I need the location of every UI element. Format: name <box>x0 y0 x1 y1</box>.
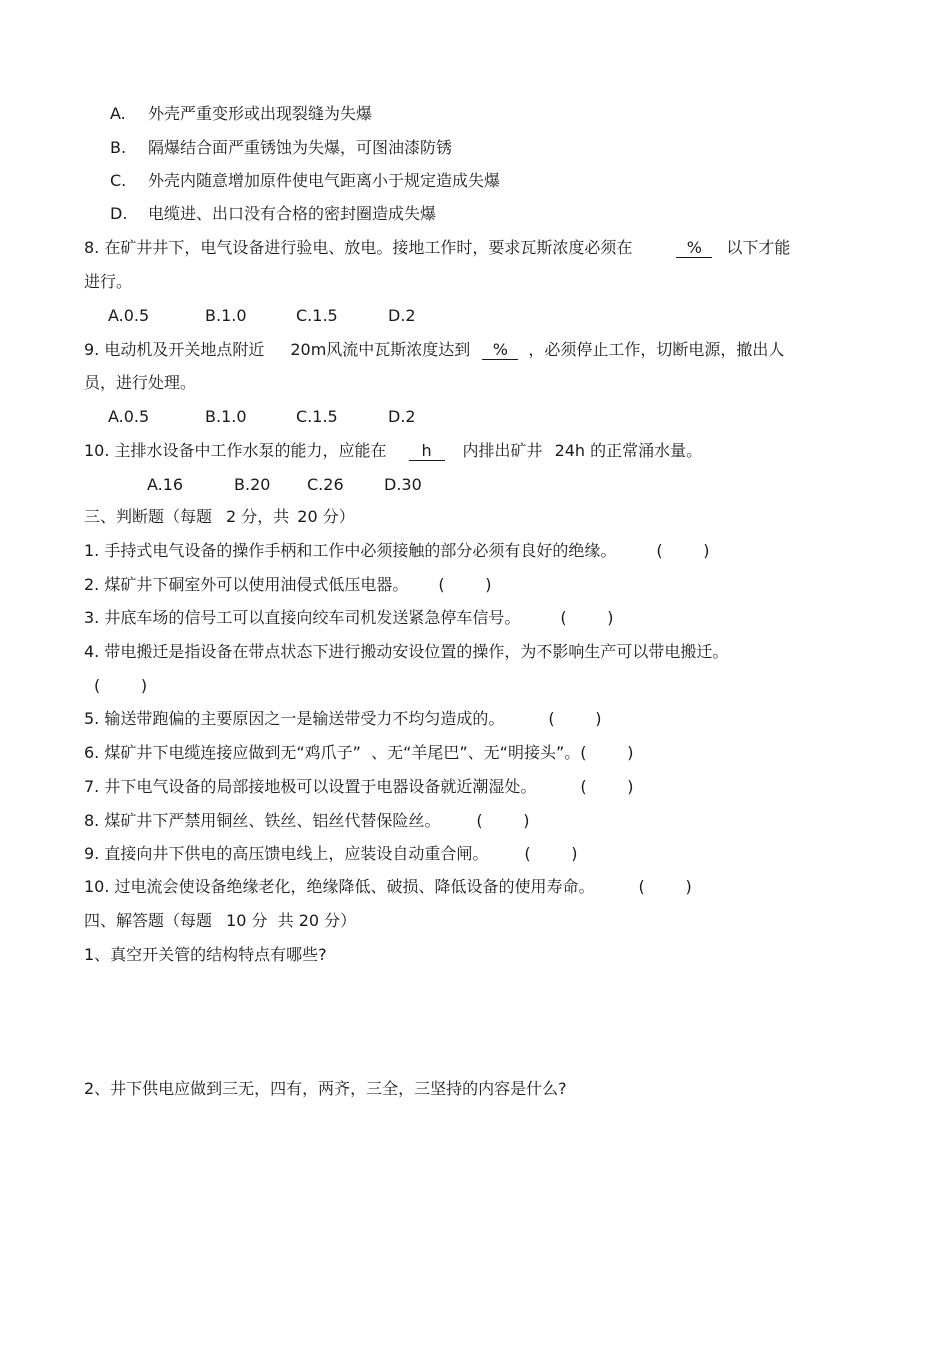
choice-b: B.20 <box>234 475 271 494</box>
tf-item-text: 5. 输送带跑偏的主要原因之一是输送带受力不均匀造成的。 <box>84 709 505 728</box>
answer-paren[interactable]: ( ) <box>548 709 602 728</box>
tf-item-text: 6. 煤矿井下电缆连接应做到无“鸡爪子” 、无“羊尾巴”、无“明接头”。 <box>84 743 581 762</box>
answer-paren[interactable]: ( ) <box>438 575 492 594</box>
tf-item-text: 10. 过电流会使设备绝缘老化，绝缘降低、破损、降低设备的使用寿命。 <box>84 877 595 896</box>
choice-a: A.0.5 <box>108 306 150 325</box>
answer-paren[interactable]: ( ) <box>560 608 614 627</box>
choice-a: A.0.5 <box>108 407 150 426</box>
section-4-points: 10 分 共 20 分） <box>226 911 357 930</box>
tf-item-text: 9. 直接向井下供电的高压馈电线上，应装设自动重合闸。 <box>84 844 489 863</box>
choice-b: B.1.0 <box>205 306 247 325</box>
answer-paren[interactable]: ( ) <box>476 811 530 830</box>
tf-item-text: 2. 煤矿井下硐室外可以使用油侵式低压电器。 <box>84 575 409 594</box>
q10-stem <box>84 440 702 462</box>
choice-d: D.2 <box>388 407 416 426</box>
tf-item-6 <box>84 742 633 764</box>
q10-pre: 10. 主排水设备中工作水泵的能力，应能在 <box>84 441 387 460</box>
answer-paren[interactable]: ( ) <box>656 541 710 560</box>
tf-item-text: 4. 带电搬迁是指设备在带点状态下进行搬动安设位置的操作，为不影响生产可以带电搬迁。 <box>84 642 729 661</box>
tf-item-text: 1. 手持式电气设备的操作手柄和工作中必须接触的部分必须有良好的绝缘。 <box>84 541 617 560</box>
answer-paren[interactable]: ( ) <box>580 777 634 796</box>
q10-mid: 内排出矿井 <box>462 441 543 460</box>
option-text: 外壳严重变形或出现裂缝为失爆 <box>148 104 373 123</box>
tf-item-2 <box>84 574 492 596</box>
q10-choices <box>147 474 422 496</box>
answer-paren[interactable]: ( ) <box>524 844 578 863</box>
choice-c: C.1.5 <box>296 306 338 325</box>
section-3-points: 2 分，共 <box>226 507 290 526</box>
choice-b: B.1.0 <box>205 407 247 426</box>
q7-option-a <box>110 103 372 125</box>
q10-blank: h <box>409 442 445 461</box>
option-letter: C. <box>110 171 127 190</box>
q9-choices <box>108 406 416 428</box>
tf-item-5 <box>84 708 602 730</box>
q7-option-c <box>110 170 500 192</box>
q9-blank: % <box>482 341 518 360</box>
q7-option-d <box>110 203 436 225</box>
option-letter: D. <box>110 204 128 223</box>
answer-paren[interactable]: ( ) <box>94 676 148 695</box>
answer-paren[interactable]: ( ) <box>638 877 692 896</box>
option-letter: A. <box>110 104 126 123</box>
tf-item-8 <box>84 810 530 832</box>
section-4-title: 四、解答题（每题 <box>84 911 213 930</box>
choice-c: C.1.5 <box>296 407 338 426</box>
q8-blank: % <box>676 239 712 258</box>
tf-item-text: 3. 井底车场的信号工可以直接向绞车司机发送紧急停车信号。 <box>84 608 521 627</box>
option-text: 外壳内随意增加原件使电气距离小于规定造成失爆 <box>148 171 501 190</box>
tf-item-text: 8. 煤矿井下严禁用铜丝、铁丝、铝丝代替保险丝。 <box>84 811 441 830</box>
q9-mid: 20m风流中瓦斯浓度达到 <box>290 340 471 359</box>
choice-c: C.26 <box>307 475 344 494</box>
tf-item-3 <box>84 607 614 629</box>
option-text: 电缆进、出口没有合格的密封圈造成失爆 <box>148 204 437 223</box>
choice-d: D.2 <box>388 306 416 325</box>
tf-item-1 <box>84 540 710 562</box>
tf-item-4-paren-line <box>94 675 147 697</box>
q10-post: 24h 的正常涌水量。 <box>554 441 703 460</box>
q9-pre: 9. 电动机及开关地点附近 <box>84 340 265 359</box>
section-3-title: 三、判断题（每题 <box>84 507 213 526</box>
choice-d: D.30 <box>384 475 422 494</box>
answer-paren[interactable]: ( ) <box>580 743 634 762</box>
tf-item-7 <box>84 776 634 798</box>
q8-post: 以下才能 <box>726 238 791 257</box>
q8-stem-cont: 进行。 <box>84 272 133 291</box>
tf-item-4 <box>84 641 728 663</box>
q7-option-b <box>110 137 452 159</box>
section-3-total: 20 分） <box>297 507 355 526</box>
essay-question-2: 2、井下供电应做到三无，四有，两齐，三全，三坚持的内容是什么? <box>84 1079 567 1098</box>
q9-post: ，必须停止工作，切断电源，撤出人 <box>528 340 785 359</box>
choice-a: A.16 <box>147 475 184 494</box>
tf-item-9 <box>84 843 578 865</box>
q9-stem <box>84 339 784 361</box>
tf-item-text: 7. 井下电气设备的局部接地极可以设置于电器设备就近潮湿处。 <box>84 777 537 796</box>
q8-stem <box>84 237 790 259</box>
tf-item-10 <box>84 876 692 898</box>
option-text: 隔爆结合面严重锈蚀为失爆，可图油漆防锈 <box>148 138 453 157</box>
section-3-heading <box>84 506 355 528</box>
q8-pre: 8. 在矿井井下，电气设备进行验电、放电。接地工作时，要求瓦斯浓度必须在 <box>84 238 633 257</box>
essay-question-1: 1、真空开关管的结构特点有哪些? <box>84 945 327 964</box>
option-letter: B. <box>110 138 127 157</box>
q8-choices <box>108 305 416 327</box>
q9-stem-cont: 员，进行处理。 <box>84 373 197 392</box>
section-4-heading <box>84 910 356 932</box>
